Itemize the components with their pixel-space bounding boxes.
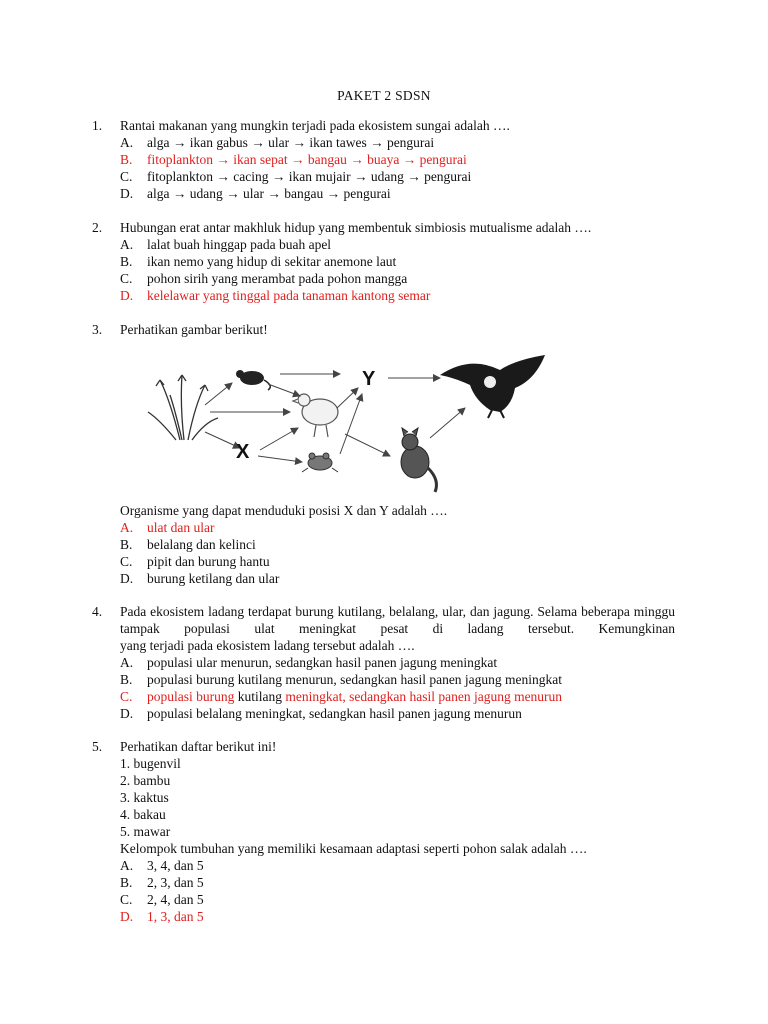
option-text: populasi ular menurun, sedangkan hasil panen jagung meningkat	[147, 655, 498, 670]
option-text: lalat buah hinggap pada buah apel	[147, 237, 332, 252]
question-number: 2.	[92, 220, 103, 235]
question-number: 5.	[92, 739, 103, 754]
question-text: Pada ekosistem ladang terdapat burung kutilang, belalang, ular, dan jagung. Selama beberapa minggu tampak populasi ulat meningkat pesat di ladang tersebut. Kemungkinan	[120, 604, 675, 636]
option-text: pohon sirih yang merambat pada pohon mangga	[147, 271, 408, 286]
grass-icon	[148, 375, 218, 440]
option-text: 2, 4, dan 5	[147, 892, 204, 907]
diagram-label-x: X	[236, 441, 250, 463]
option-letter: C.	[120, 271, 133, 286]
chicken-icon	[293, 394, 338, 437]
option-letter: D.	[120, 571, 134, 586]
option-letter: A.	[120, 135, 134, 150]
option-letter: B.	[120, 254, 133, 269]
question-text: Perhatikan daftar berikut ini!	[120, 739, 277, 754]
question-prompt: Organisme yang dapat menduduki posisi X dan Y adalah ….	[120, 503, 448, 518]
option-text: 2, 3, dan 5	[147, 875, 204, 890]
option-letter: C.	[120, 554, 133, 569]
diagram-label-y: Y	[362, 368, 376, 390]
option-text-answer	[147, 688, 562, 705]
option-text: belalang dan kelinci	[147, 537, 256, 552]
eagle-icon	[440, 355, 545, 418]
option-letter: B.	[120, 875, 133, 890]
option-text: populasi belalang meningkat, sedangkan hasil panen jagung menurun	[147, 706, 522, 721]
list-item: 1. bugenvil	[120, 756, 181, 771]
option-text: fitoplankton → cacing → ikan mujair → udang → pengurai	[147, 169, 472, 184]
question-text: Rantai makanan yang mungkin terjadi pada ekosistem sungai adalah ….	[120, 118, 510, 133]
option-text: 3, 4, dan 5	[147, 858, 204, 873]
question-number: 3.	[92, 322, 103, 337]
list-item: 4. bakau	[120, 807, 166, 822]
option-letter: A.	[120, 858, 134, 873]
option-text-answer: fitoplankton → ikan sepat → bangau → buaya → pengurai	[147, 152, 467, 167]
option-letter: B.	[120, 537, 133, 552]
option-letter: B.	[120, 672, 133, 687]
list-item: 5. mawar	[120, 824, 171, 839]
mouse-icon	[236, 370, 270, 390]
page-title: PAKET 2 SDSN	[337, 88, 431, 103]
question-prompt: Kelompok tumbuhan yang memiliki kesamaan adaptasi seperti pohon salak adalah ….	[120, 841, 587, 856]
option-text: pipit dan burung hantu	[147, 554, 270, 569]
frog-icon	[302, 453, 338, 472]
food-web-diagram	[140, 350, 560, 500]
question-number: 4.	[92, 604, 103, 619]
option-letter-answer: A.	[120, 520, 134, 535]
option-letter: A.	[120, 655, 134, 670]
question-text: Hubungan erat antar makhluk hidup yang membentuk simbiosis mutualisme adalah ….	[120, 220, 592, 235]
option-text-answer: ulat dan ular	[147, 520, 215, 535]
option-text-answer: kelelawar yang tinggal pada tanaman kantong semar	[147, 288, 431, 303]
option-letter: A.	[120, 237, 134, 252]
option-text: populasi burung kutilang menurun, sedangkan hasil panen jagung meningkat	[147, 672, 563, 687]
list-item: 2. bambu	[120, 773, 171, 788]
option-text: burung ketilang dan ular	[147, 571, 280, 586]
option-letter: C.	[120, 892, 133, 907]
question-text-last-line: yang terjadi pada ekosistem ladang tersebut adalah ….	[120, 638, 415, 653]
option-letter: C.	[120, 169, 133, 184]
list-item: 3. kaktus	[120, 790, 169, 805]
option-letter-answer: D.	[120, 909, 134, 924]
option-letter: D.	[120, 706, 134, 721]
option-text-answer: 1, 3, dan 5	[147, 909, 204, 924]
option-letter-answer: B.	[120, 152, 133, 167]
option-text: alga → ikan gabus → ular → ikan tawes → pengurai	[147, 135, 435, 150]
answer-part-3: meningkat, sedangkan hasil panen jagung menurun	[285, 689, 563, 704]
option-letter-answer: C.	[120, 689, 133, 704]
option-text: alga → udang → ular → bangau → pengurai	[147, 186, 391, 201]
option-letter-answer: D.	[120, 288, 134, 303]
answer-part-2: kutilang	[234, 689, 286, 704]
question-text: Perhatikan gambar berikut!	[120, 322, 268, 337]
option-text: ikan nemo yang hidup di sekitar anemone laut	[147, 254, 397, 269]
answer-part-1: populasi burung	[147, 689, 235, 704]
option-letter: D.	[120, 186, 134, 201]
question-number: 1.	[92, 118, 103, 133]
